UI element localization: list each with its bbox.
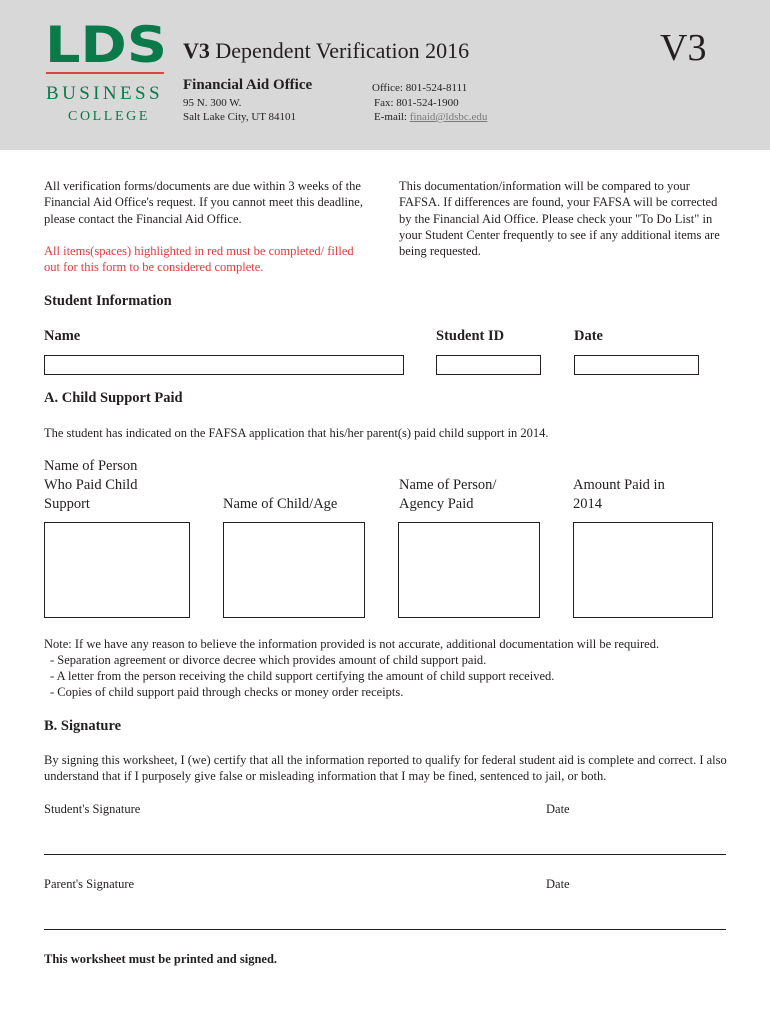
parent-signature-line[interactable] bbox=[44, 929, 726, 930]
payer-name-label: Name of Person Who Paid Child Support bbox=[44, 458, 138, 512]
child-name-label: Name of Child/Age bbox=[223, 496, 338, 512]
doc-bullet-3: - Copies of child support paid through checks or money order receipts. bbox=[50, 685, 404, 699]
certification-text: By signing this worksheet, I (we) certify that all the information reported to qualify for federal student aid is complete and correct. I also understand that if I purposely give false or misleading information that I may be fined, sentenced to jail, or both. bbox=[44, 753, 727, 784]
name-field[interactable] bbox=[44, 355, 404, 375]
student-signature-line[interactable] bbox=[44, 854, 726, 855]
address-line2: Salt Lake City, UT 84101 bbox=[183, 111, 297, 123]
email-label: E-mail: bbox=[374, 111, 410, 123]
logo-lds-text: LDS bbox=[45, 18, 167, 68]
child-support-heading: A. Child Support Paid bbox=[44, 390, 183, 406]
amount-paid-field[interactable] bbox=[573, 522, 713, 618]
title-rest: Dependent Verification 2016 bbox=[209, 38, 470, 63]
child-support-statement: The student has indicated on the FAFSA application that his/her parent(s) paid child support in 2014. bbox=[44, 426, 549, 440]
lds-logo bbox=[45, 18, 167, 68]
parent-signature-label: Parent's Signature bbox=[44, 877, 135, 891]
accuracy-note: Note: If we have any reason to believe the information provided is not accurate, additional documentation will be required. bbox=[44, 637, 660, 651]
office-phone: Office: 801-524-8111 bbox=[372, 82, 468, 94]
payee-name-label: Name of Person/ Agency Paid bbox=[399, 477, 497, 512]
name-label: Name bbox=[44, 328, 81, 344]
date-label: Date bbox=[574, 328, 603, 344]
title-bold: V3 bbox=[183, 38, 210, 63]
student-info-heading: Student Information bbox=[44, 293, 172, 309]
intro-fafsa-text: This documentation/information will be compared to your FAFSA. If differences are found, your FAFSA will be corrected by the Financial Aid Office. Please check your "To Do List" in your Student Center frequently to see if any additional items are being requested. bbox=[399, 179, 720, 259]
payee-name-field[interactable] bbox=[398, 522, 540, 618]
date-field[interactable] bbox=[574, 355, 699, 375]
amount-paid-label: Amount Paid in 2014 bbox=[573, 477, 665, 512]
doc-bullet-1: - Separation agreement or divorce decree which provides amount of child support paid. bbox=[50, 653, 487, 667]
payer-name-field[interactable] bbox=[44, 522, 190, 618]
logo-business-text: BUSINESS bbox=[46, 83, 163, 104]
office-email bbox=[374, 111, 487, 123]
signature-heading: B. Signature bbox=[44, 718, 122, 734]
email-link[interactable]: finaid@ldsbc.edu bbox=[409, 111, 488, 123]
form-title bbox=[183, 38, 469, 64]
intro-required-text: All items(spaces) highlighted in red must be completed/ filled out for this form to be considered complete. bbox=[44, 244, 354, 275]
intro-deadline-text: All verification forms/documents are due within 3 weeks of the Financial Aid Office's request. If you cannot meet this deadline, please contact the Financial Aid Office. bbox=[44, 179, 363, 226]
student-id-field[interactable] bbox=[436, 355, 541, 375]
version-badge: V3 bbox=[660, 27, 707, 69]
logo-college-text: COLLEGE bbox=[68, 109, 150, 124]
print-sign-notice: This worksheet must be printed and signed. bbox=[44, 952, 278, 966]
office-fax: Fax: 801-524-1900 bbox=[374, 97, 459, 109]
student-date-label: Date bbox=[546, 802, 570, 816]
student-id-label: Student ID bbox=[436, 328, 505, 344]
logo-rule bbox=[46, 72, 164, 74]
parent-date-label: Date bbox=[546, 877, 570, 891]
doc-bullet-2: - A letter from the person receiving the child support certifying the amount of child support received. bbox=[50, 669, 555, 683]
student-signature-label: Student's Signature bbox=[44, 802, 141, 816]
office-name: Financial Aid Office bbox=[183, 77, 313, 93]
address-line1: 95 N. 300 W. bbox=[183, 97, 242, 109]
child-name-field[interactable] bbox=[223, 522, 365, 618]
